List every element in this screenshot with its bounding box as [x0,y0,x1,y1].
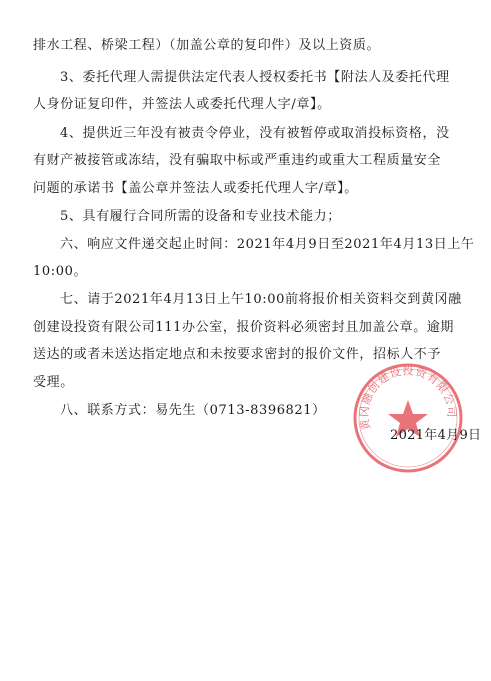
text-line-14: 八、联系方式：易先生（0713-8396821） [60,403,326,418]
text-line-6: 问题的承诺书【盖公章并签法人或委托代理人字/章】。 [33,181,358,196]
text-line-8: 六、响应文件递交起止时间：2021年4月9日至2021年4月13日上午 [60,237,475,252]
text-line-4: 4、提供近三年没有被责令停业，没有被暂停或取消投标资格，没 [60,126,450,141]
document-date: 2021年4月9日 [390,428,482,443]
text-line-5: 有财产被接管或冻结，没有骗取中标或严重违约或重大工程质量安全 [33,153,442,168]
text-line-7: 5、具有履行合同所需的设备和专业技术能力； [60,209,341,224]
text-line-11: 创建设投资有限公司111办公室，报价资料必须密封且加盖公章。逾期 [33,320,455,335]
text-line-12: 送达的或者未送达指定地点和未按要求密封的报价文件，招标人不予 [33,347,442,362]
text-line-9: 10:00。 [33,264,88,279]
company-seal-stamp [352,362,464,474]
text-line-13: 受理。 [33,375,74,390]
text-line-2: 3、委托代理人需提供法定代表人授权委托书【附法人及委托代理 [60,70,450,85]
svg-text:黄冈融创建设投资有限公司: 黄冈融创建设投资有限公司 [357,364,459,432]
text-line-1: 排水工程、桥梁工程）（加盖公章的复印件）及以上资质。 [33,38,381,53]
text-line-3: 人身份证复印件，并签法人或委托代理人字/章】。 [33,97,331,112]
text-line-10: 七、请于2021年4月13日上午10:00前将报价相关资料交到黄冈融 [60,292,462,307]
